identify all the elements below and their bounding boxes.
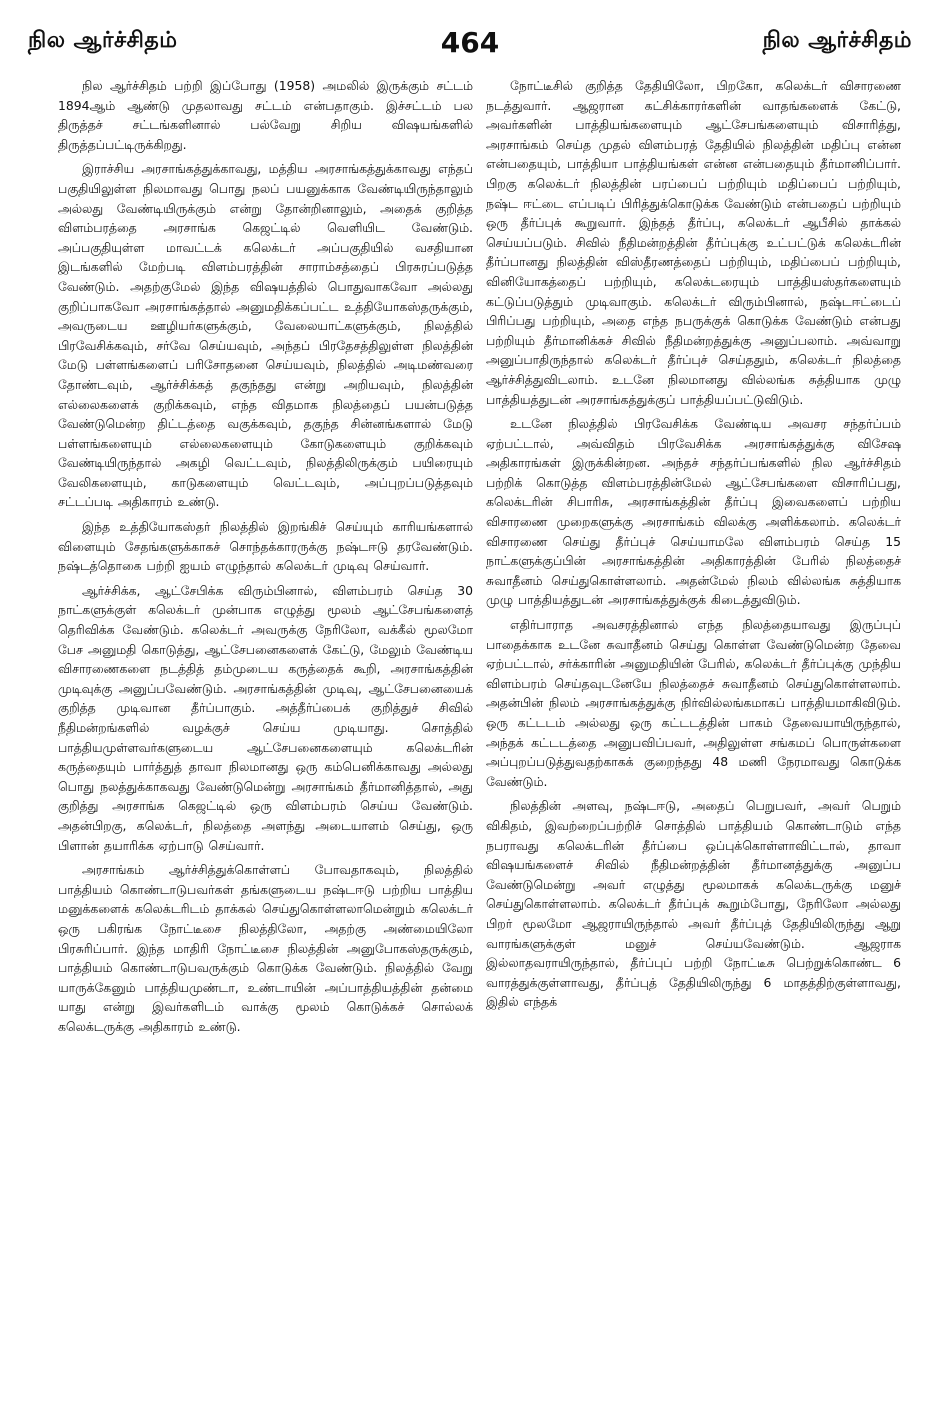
paragraph: ஆர்ச்சிக்க, ஆட்சேபிக்க விரும்பினால், விளம்பரம் செய்த 30 நாட்களுக்குள் கலெக்டர் முன்பாக எழுத்து மூலம் ஆட்சேபங்களைத் தெரிவிக்க வேண்டும். கலெக்டர் அவருக்கு நேரிலோ, வக்கீல் மூலமோ பேச அனுமதி கொடுத்து, ஆட்சேபனைகளைக் கேட்டு, மேலும் வேண்டிய விசாரணைகளை நடத்தித் தம்முடைய கருத்தைக் கூறி, அரசாங்கத்தின் முடிவுக்கு அனுப்பவேண்டும். அரசாங்கத்தின் முடிவு, ஆட்சேபனையைக் குறித்த முடிவான தீர்ப்பாகும். அத்தீர்ப்பைக் குறித்துச் சிவில் நீதிமன்றங்களில் வழக்குச் செய்ய முடியாது. சொத்தில் பாத்தியமுள்ளவர்களுடைய ஆட்சேபனைகளையும் கலெக்டரின் கருத்தையும் பார்த்துத் தாவா நிலமானது ஒரு கம்பெனிக்காவது அல்லது பொது நலத்துக்காகவது வேண்டுமென்று அரசாங்கம் தீர்மானித்தால், அது குறித்து அரசாங்க கெஜட்டில் ஒரு விளம்பரம் செய்ய வேண்டும். அதன்பிறகு, கலெக்டர், நிலத்தை அளந்து அடையாளம் செய்து, ஒரு பிளான் தயாரிக்க ஏற்பாடு செய்வார். <box>58 582 473 853</box>
paragraph: நோட்டீசில் குறித்த தேதியிலோ, பிறகோ, கலெக்டர் விசாரணை நடத்துவார். ஆஜரான கட்சிக்காரர்களின் வாதங்களைக் கேட்டு, அவர்களின் பாத்தியங்களையும் ஆட்சேபங்களையும் விசாரித்து, அரசாங்கம் செய்த முதல் விளம்பரத் தேதியில் நிலத்தின் மதிப்பு என்ன என்பதையும், பாத்தியா பாத்தியங்கள் என்ன என்பதையும் தீர்மானிப்பார். பிறகு கலெக்டர் நிலத்தின் பரப்பைப் பற்றியும் மதிப்பைப் பற்றியும், நஷ்ட ஈட்டை எப்படிப் பிரித்துக்கொடுக்க வேண்டும் என்பதைப் பற்றியும் ஒரு தீர்ப்புக் கூறுவார். இந்தத் தீர்ப்பு, கலெக்டர் ஆபீசில் தாக்கல் செய்யப்படும். சிவில் நீதிமன்றத்தின் தீர்ப்புக்கு உட்பட்டுக் கலெக்டரின் தீர்ப்பானது நிலத்தின் விஸ்தீரணத்தைப் பற்றியும், மதிப்பைப் பற்றியும், வினியோகத்தைப் பற்றியும், கலெக்டரையும் பாத்தியஸ்தர்களையும் கட்டுப்படுத்தும் முடிவாகும். கலெக்டர் விரும்பினால், நஷ்டஈட்டைப் பிரிப்பது பற்றியும், அதை எந்த நபருக்குக் கொடுக்க வேண்டும் என்பது பற்றியும் தீர்மானிக்கச் சிவில் நீதிமன்றத்துக்கு அனுப்பலாம். அவ்வாறு அனுப்பாதிருந்தால் கலெக்டர் தீர்ப்புச் செய்ததும், கலெக்டர் நிலத்தை ஆர்ச்சித்துவிடலாம். உடனே நிலமானது வில்லங்க சுத்தியாக முழு பாத்தியத்துடன் அரசாங்கத்துக்குப் பாத்தியப்பட்டுவிடும். <box>486 78 901 407</box>
paragraph: இராச்சிய அரசாங்கத்துக்காவது, மத்திய அரசாங்கத்துக்காவது எந்தப் பகுதியிலுள்ள நிலமாவது பொது நலப் பயனுக்காக வேண்டியிருந்தாலும் அல்லது வேண்டியிருக்கும் என்று தோன்றினாலும், அதைக் குறித்த விளம்பரத்தை அரசாங்க கெஜட்டில் வெளியிட வேண்டும். அப்பகுதியுள்ள மாவட்டக் கலெக்டர் அப்பகுதியில் வசதியான இடங்களில் மேற்படி விளம்பரத்தின் சாராம்சத்தைப் பிரசுரப்படுத்த வேண்டும். அதற்குமேல் இந்த விஷயத்தில் பொதுவாகவோ அல்லது குறிப்பாகவோ அரசாங்கத்தால் அனுமதிக்கப்பட்ட உத்தியோகஸ்தருக்கும், அவருடைய ஊழியர்களுக்கும், வேலையாட்களுக்கும், நிலத்தில் பிரவேசிக்கவும், சர்வே செய்யவும், அந்தப் பிரதேசத்திலுள்ள நிலத்தின் மேடு பள்ளங்களைப் பரிசோதனை செய்யவும், நிலத்தில் அடிமண்வரை தோண்டவும், ஆர்ச்சிக்கத் தகுந்தது என்று அறியவும், நிலத்தின் எல்லைகளைக் குறிக்கவும், எந்த விதமாக நிலத்தைப் பயன்படுத்த வேண்டுமென்ற திட்டத்தை வகுக்கவும், தகுந்த சின்னங்களால் மேடு பள்ளங்களையும் எல்லைகளையும் கோடுகளையும் குறிக்கவும் வேண்டியிருந்தால் அகழி வெட்டவும், நிலத்திலிருக்கும் பயிரையும் வேலிகளையும், காடுகளையும் வெட்டவும், அப்புறப்படுத்தவும் சட்டப்படி அதிகாரம் உண்டு. <box>58 161 473 510</box>
paragraph: நிலத்தின் அளவு, நஷ்டஈடு, அதைப் பெறுபவர், அவர் பெறும் விகிதம், இவற்றைப்பற்றிச் சொத்தில் பாத்தியம் கொண்டாடும் எந்த நபராவது கலெக்டரின் தீர்ப்பை ஒப்புக்கொள்ளாவிட்டால், தாவா விஷயங்களைச் சிவில் நீதிமன்றத்தின் தீர்மானத்துக்கு அனுப்ப வேண்டுமென்று அவர் எழுத்து மூலமாகக் கலெக்டருக்கு மனுச் செய்துகொள்ளலாம். கலெக்டர் தீர்ப்புக் கூறும்போது, நேரிலோ அல்லது பிறர் மூலமோ ஆஜராயிருந்தால் அவர் தீர்ப்புத் தேதியிலிருந்து ஆறு வாரங்களுக்குள் மனுச் செய்யவேண்டும். ஆஜராக இல்லாதவராயிருந்தால், தீர்ப்புப் பற்றி நோட்டீசு பெற்றுக்கொண்ட 6 வாரத்துக்குள்ளாவது, தீர்ப்புத் தேதியிலிருந்து 6 மாதத்திற்குள்ளாவது, இதில் எந்தக் <box>486 798 901 1010</box>
left-column <box>58 76 473 1416</box>
paragraph: இந்த உத்தியோகஸ்தர் நிலத்தில் இறங்கிச் செய்யும் காரியங்களால் விளையும் சேதங்களுக்காகச் சொந்தக்காரருக்கு நஷ்டஈடு தரவேண்டும். நஷ்டத்தொகை பற்றி ஐயம் எழுந்தால் கலெக்டர் முடிவு செய்வார். <box>58 519 473 574</box>
running-head-right: நில ஆர்ச்சிதம் <box>762 28 912 53</box>
paragraph: நில ஆர்ச்சிதம் பற்றி இப்போது (1958) அமலில் இருக்கும் சட்டம் 1894ஆம் ஆண்டு முதலாவது சட்டம் என்பதாகும். இச்சட்டம் பல திருத்தச் சட்டங்களினால் பல்வேறு சிறிய விஷயங்களில் திருத்தப்பட்டிருக்கிறது. <box>58 78 473 152</box>
running-head-left: நில ஆர்ச்சிதம் <box>28 28 178 53</box>
page-number: 464 <box>440 26 500 59</box>
paragraph: அரசாங்கம் ஆர்ச்சித்துக்கொள்ளப் போவதாகவும், நிலத்தில் பாத்தியம் கொண்டாடுபவர்கள் தங்களுடைய நஷ்டஈடு பற்றிய பாத்திய மனுக்களைக் கலெக்டரிடம் தாக்கல் செய்துகொள்ளலாமென்றும் கலெக்டர் ஒரு பகிரங்க நோட்டீசை நிலத்திலோ, அதற்கு அண்மையிலோ பிரசுரிப்பார். இந்த மாதிரி நோட்டீசை நிலத்தின் அனுபோகஸ்தருக்கும், பாத்தியம் கொண்டாடுபவருக்கும் கொடுக்க வேண்டும். நிலத்தில் வேறு யாருக்கேனும் பாத்தியமுண்டா, உண்டாயின் அப்பாத்தியத்தின் தன்மை யாது என்று இவர்களிடம் வாக்கு மூலம் கொடுக்கச் சொல்லக் கலெக்டருக்கு அதிகாரம் உண்டு. <box>58 862 473 1034</box>
paragraph: உடனே நிலத்தில் பிரவேசிக்க வேண்டிய அவசர சந்தர்ப்பம் ஏற்பட்டால், அவ்விதம் பிரவேசிக்க அரசாங்கத்துக்கு விசேஷ அதிகாரங்கள் இருக்கின்றன. அந்தச் சந்தர்ப்பங்களில் நில ஆர்ச்சிதம் பற்றிக் கொடுத்த விளம்பரத்தின்மேல் ஆட்சேபங்களை விசாரிப்பது, கலெக்டரின் சிபாரிசு, அரசாங்கத்தின் தீர்ப்பு இவைகளைப் பற்றிய விசாரணை முறைகளுக்கு அரசாங்கம் விலக்கு அளிக்கலாம். கலெக்டர் விசாரணை செய்து தீர்ப்புச் செய்யாமலே விளம்பரம் செய்த 15 நாட்களுக்குப்பின் அரசாங்கத்தின் அதிகாரத்தின் பேரில் நிலத்தைச் சுவாதீனம் செய்துகொள்ளலாம். அதன்மேல் நிலம் வில்லங்க சுத்தியாக முழு பாத்தியத்துடன் அரசாங்கத்துக்குக் கிடைத்துவிடும். <box>486 416 901 608</box>
right-column <box>486 76 901 1416</box>
page-header <box>28 26 912 66</box>
paragraph: எதிர்பாராத அவசரத்தினால் எந்த நிலத்தையாவது இருப்புப் பாதைக்காக உடனே சுவாதீனம் செய்து கொள்ள வேண்டுமென்ற தேவை ஏற்பட்டால், சர்க்காரின் அனுமதியின் பேரில், கலெக்டர் தீர்ப்புக்கு முந்திய விளம்பரம் செய்தவுடனேயே நிலத்தைச் சுவாதீனம் செய்துகொள்ளலாம். அதன்பின் நிலம் அரசாங்கத்துக்கு நிர்வில்லங்கமாகப் பாத்தியமாகிவிடும். ஒரு கட்டடம் அல்லது ஒரு கட்டடத்தின் பாகம் தேவையாயிருந்தால், அந்தக் கட்டடத்தை அனுபவிப்பவர், அதிலுள்ள சங்கமப் பொருள்களை அப்புறப்படுத்துவதற்காகக் குறைந்தது 48 மணி நேரமாவது கொடுக்க வேண்டும். <box>486 617 901 789</box>
